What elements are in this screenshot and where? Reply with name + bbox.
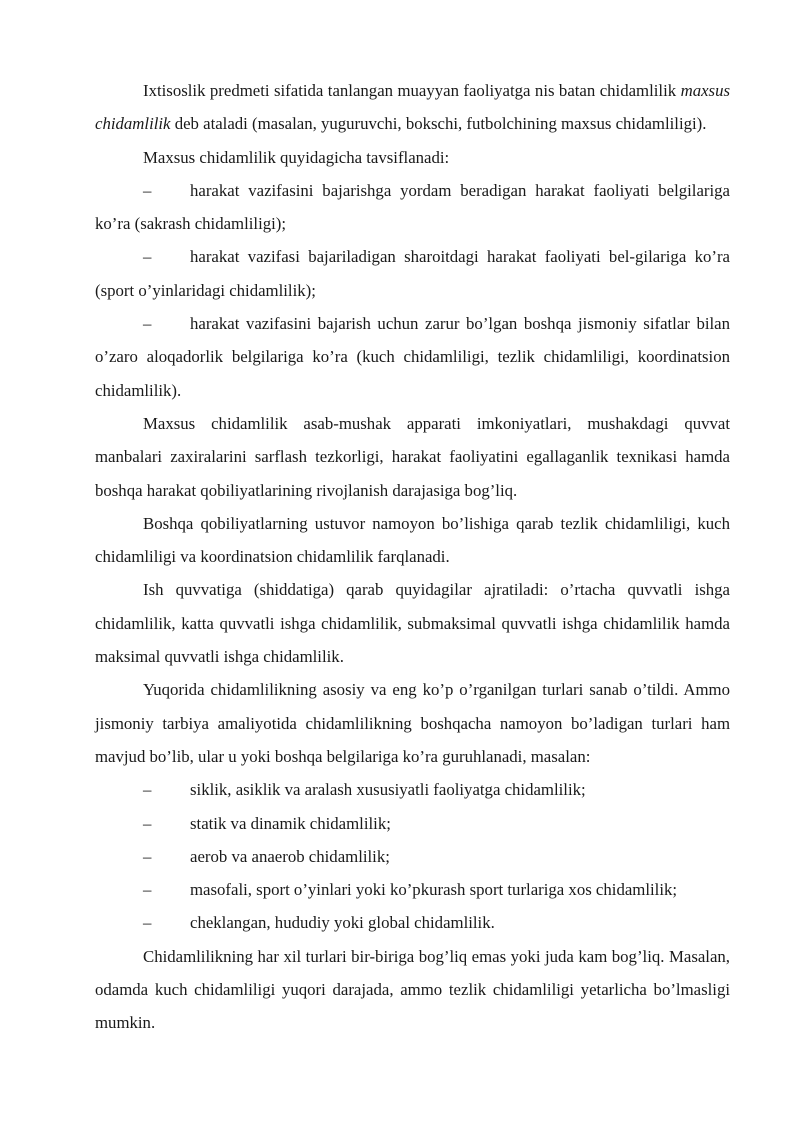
paragraph-characteristics-intro: Maxsus chidamlilik quyidagicha tavsiflanadi:	[143, 147, 450, 167]
list-item-text: aerob va anaerob chidamlilik;	[190, 846, 390, 866]
list-item	[95, 240, 730, 307]
list-item	[95, 307, 730, 407]
list-item	[95, 174, 730, 241]
dash-marker: –	[143, 813, 152, 833]
paragraph-other-types: Yuqorida chidamlilikning asosiy va eng ko’p o’rganilgan turlari sanab o’tildi. Ammo jismoniy tarbiya amaliyotida chidamlilikning boshqacha namoyon bo’ladigan turlari ham mavjud bo’lib, ular u yoki boshqa belgilariga ko’ra guruhlanadi, masalan:	[95, 680, 730, 766]
paragraph-work-power: Ish quvvatiga (shiddatiga) qarab quyidagilar ajratiladi: o’rtacha quvvatli ishga chidamlilik, katta quvvatli ishga chidamlilik, submaksimal quvvatli ishga chidamlilik hamda maksimal quvvatli ishga chidamlilik.	[95, 580, 730, 667]
list-item	[95, 840, 730, 873]
paragraph-conclusion: Chidamlilikning har xil turlari bir-biriga bog’liq emas yoki juda kam bog’liq. Masalan, odamda kuch chidamliligi yuqori darajada, ammo tezlik chidamliligi yetarlicha bo’lmasligi mumkin.	[95, 946, 730, 1033]
paragraph-abilities: Boshqa qobiliyatlarning ustuvor namoyon bo’lishiga qarab tezlik chidamliligi, kuch chidamliligi va koordinatsion chidamlilik farqlanadi.	[95, 513, 730, 567]
definition-text-end: deb ataladi (masalan, yuguruvchi, bokschi, futbolchining maxsus chidamliligi).	[170, 114, 707, 134]
paragraph-dependencies: Maxsus chidamlilik asab-mushak apparati imkoniyatlari, mushakdagi quvvat manbalari zaxiralarini sarflash tezkorligi, harakat faoliyatini egallaganlik texnikasi hamda boshqa harakat qobiliyatlarining rivojlanish darajasiga bog’liq.	[95, 413, 730, 500]
definition-term: maxsus chidamlilik	[95, 81, 730, 134]
list-item	[95, 906, 730, 939]
list-item-text: siklik, asiklik va aralash xususiyatli faoliyatga chidamlilik;	[190, 780, 586, 800]
dash-marker: –	[143, 846, 152, 866]
list-item-text: cheklangan, hududiy yoki global chidamlilik.	[190, 913, 495, 933]
list-item	[95, 773, 730, 806]
dash-marker: –	[143, 247, 152, 267]
list-item-text: statik va dinamik chidamlilik;	[190, 813, 391, 833]
paragraph-definition	[95, 74, 730, 141]
list-item-text: harakat vazifasi bajariladigan sharoitdagi harakat faoliyati bel-gilariga ko’ra (sport o’yinlaridagi chidamlilik);	[95, 247, 730, 300]
dash-marker: –	[143, 780, 152, 800]
dash-marker: –	[143, 180, 152, 200]
document-page	[95, 74, 730, 1040]
list-item-text: harakat vazifasini bajarishga yordam beradigan harakat faoliyati belgilariga ko’ra (sakrash chidamliligi);	[95, 180, 730, 234]
dash-marker: –	[143, 880, 152, 900]
list-item-text: masofali, sport o’yinlari yoki ko’pkurash sport turlariga xos chidamlilik;	[190, 880, 678, 900]
definition-text-start: Ixtisoslik predmeti sifatida tanlangan muayyan faoliyatga nis batan chidamlilik	[143, 81, 677, 100]
list-item	[95, 807, 730, 840]
list-item-text: harakat vazifasini bajarish uchun zarur bo’lgan boshqa jismoniy sifatlar bilan o’zaro aloqadorlik belgilariga ko’ra (kuch chidamliligi, tezlik chidamliligi, koordinatsion chidamlilik).	[95, 314, 730, 400]
dash-marker: –	[143, 913, 152, 933]
list-item	[95, 873, 730, 906]
dash-marker: –	[143, 314, 152, 334]
